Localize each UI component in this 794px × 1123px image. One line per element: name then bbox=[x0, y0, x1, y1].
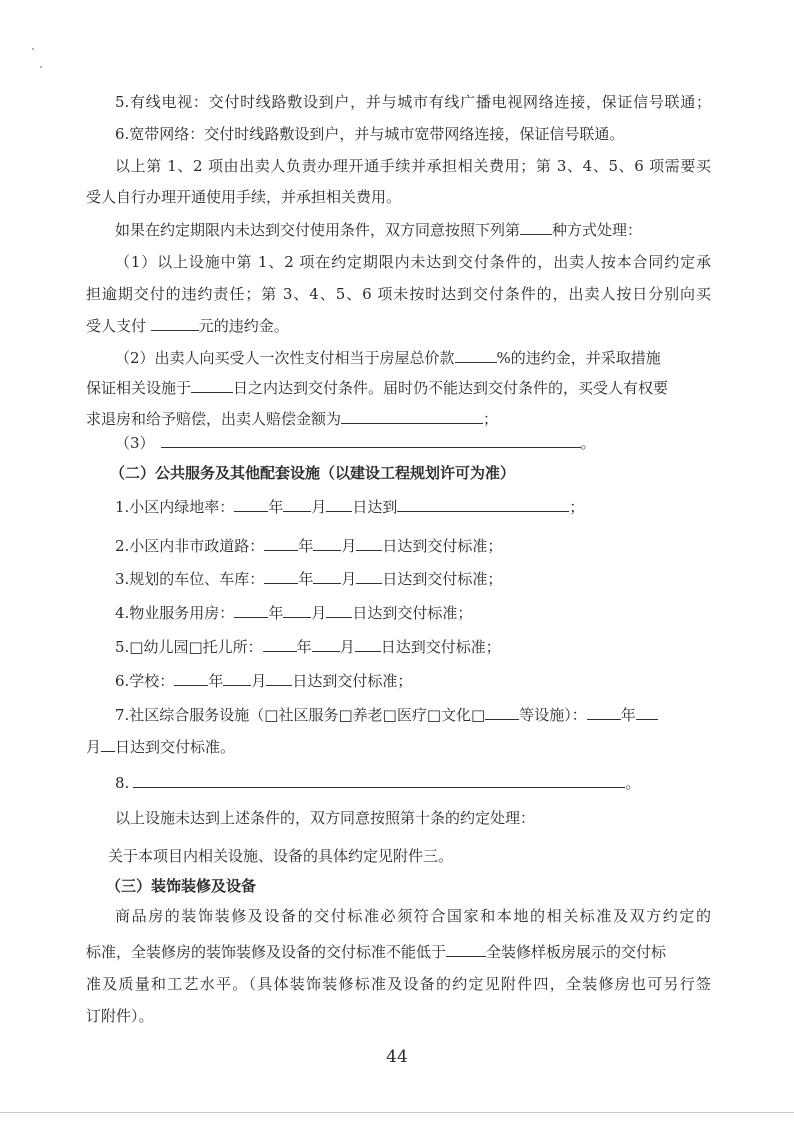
text: ； bbox=[483, 410, 499, 428]
text: 日达到交付标准； bbox=[380, 638, 501, 656]
label: 8. bbox=[115, 774, 130, 792]
item-cable-tv: 5.有线电视：交付时线路敷设到户，并与城市有线广播电视网络连接，保证信号联通； bbox=[115, 93, 711, 111]
text: （3） bbox=[115, 434, 155, 452]
option-choice bbox=[115, 219, 642, 239]
text: 年 bbox=[620, 706, 636, 724]
day-blank[interactable] bbox=[356, 535, 382, 551]
text: 年 bbox=[296, 638, 312, 656]
year-blank[interactable] bbox=[264, 568, 298, 584]
day-blank[interactable] bbox=[266, 670, 292, 686]
text: 日达到交付标准； bbox=[382, 570, 503, 588]
year-blank[interactable] bbox=[587, 704, 621, 720]
month-blank[interactable] bbox=[313, 568, 341, 584]
label: 3.规划的车位、车库： bbox=[115, 570, 265, 588]
annex-reference: 关于本项目内相关设施、设备的具体约定见附件三。 bbox=[108, 847, 454, 865]
sample-house-blank[interactable] bbox=[446, 941, 486, 957]
text: 元的违约金。 bbox=[198, 317, 289, 335]
other-facility-blank[interactable] bbox=[485, 704, 519, 720]
closing-clause: 以上设施未达到上述条件的，双方同意按照第十条的约定处理： bbox=[115, 809, 536, 827]
option1-line-3 bbox=[86, 315, 289, 335]
label: 7.社区综合服务设施（□社区服务□养老□医疗□文化□ bbox=[115, 706, 486, 724]
option3-blank[interactable] bbox=[161, 432, 581, 448]
option2-line-2 bbox=[86, 377, 668, 397]
text: 日之内达到交付条件。届时仍不能达到交付条件的，买受人有权要 bbox=[233, 379, 669, 397]
days-blank[interactable] bbox=[191, 377, 233, 393]
text: 月 bbox=[86, 738, 102, 756]
text: 日达到交付标准； bbox=[352, 604, 473, 622]
text: 等设施）： bbox=[519, 706, 587, 724]
penalty-percent-blank[interactable] bbox=[455, 347, 497, 363]
text: 。 bbox=[580, 434, 596, 452]
month-blank[interactable] bbox=[223, 670, 251, 686]
text: 月 bbox=[341, 570, 357, 588]
label: 5.□幼儿园□托儿所： bbox=[115, 638, 263, 656]
item-broadband: 6.宽带网络：交付时线路敷设到户，并与城市宽带网络连接，保证信号联通。 bbox=[115, 125, 625, 143]
facility-community-line-1 bbox=[115, 704, 658, 724]
text: %的违约金，并采取措施 bbox=[496, 349, 661, 367]
text: 受人支付 bbox=[86, 317, 147, 335]
year-blank[interactable] bbox=[234, 602, 268, 618]
option1-line-1: （1）以上设施中第 1、2 项在约定期限内未达到交付条件的，出卖人按本合同约定承 bbox=[115, 253, 711, 271]
facility-green-rate bbox=[115, 496, 584, 516]
scan-edge-line bbox=[0, 1112, 794, 1113]
scan-speck bbox=[40, 66, 42, 68]
year-blank[interactable] bbox=[263, 636, 297, 652]
month-blank[interactable] bbox=[312, 636, 340, 652]
fees-line-1: 以上第 1、2 项由出卖人负责办理开通手续并承担相关费用；第 3、4、5、6 项需要买 bbox=[115, 157, 711, 175]
facility-parking bbox=[115, 568, 502, 588]
text: 年 bbox=[298, 570, 314, 588]
option-number-blank[interactable] bbox=[520, 219, 552, 235]
month-blank[interactable] bbox=[313, 535, 341, 551]
text: 日达到交付标准。 bbox=[115, 738, 236, 756]
facility-kindergarten bbox=[115, 636, 501, 656]
text: 种方式处理： bbox=[552, 221, 643, 239]
month-blank[interactable] bbox=[283, 602, 311, 618]
text: 月 bbox=[311, 498, 327, 516]
decoration-line-4: 订附件）。 bbox=[86, 1007, 154, 1025]
other-facility-blank[interactable] bbox=[133, 772, 625, 788]
text: 日达到交付标准； bbox=[292, 672, 413, 690]
text: 年 bbox=[298, 537, 314, 555]
option2-line-1 bbox=[115, 347, 661, 367]
text: 求退房和给予赔偿，出卖人赔偿金额为 bbox=[86, 410, 342, 428]
text: 日达到交付标准； bbox=[382, 537, 503, 555]
day-blank[interactable] bbox=[326, 496, 352, 512]
text: 标准，全装修房的装饰装修及设备的交付标准不能低于 bbox=[86, 943, 447, 961]
year-blank[interactable] bbox=[264, 535, 298, 551]
section3-heading: （三）装饰装修及设备 bbox=[106, 877, 257, 895]
text: 。 bbox=[625, 774, 641, 792]
year-blank[interactable] bbox=[234, 496, 268, 512]
facility-roads bbox=[115, 535, 502, 555]
option2-line-3 bbox=[86, 408, 498, 428]
year-blank[interactable] bbox=[174, 670, 208, 686]
day-blank[interactable] bbox=[326, 602, 352, 618]
text: 年 bbox=[268, 604, 284, 622]
decoration-line-3: 准及质量和工艺水平。（具体装饰装修标准及设备的约定见附件四，全装修房也可另行签 bbox=[86, 975, 711, 993]
decoration-line-1: 商品房的装饰装修及设备的交付标准必须符合国家和本地的相关标准及双方约定的 bbox=[115, 907, 711, 925]
option1-line-2: 担逾期交付的违约责任；第 3、4、5、6 项未按时达到交付条件的，出卖人按日分别向买 bbox=[86, 285, 711, 303]
label: 6.学校： bbox=[115, 672, 175, 690]
month-blank[interactable] bbox=[283, 496, 311, 512]
daily-penalty-blank[interactable] bbox=[151, 315, 199, 331]
text: 保证相关设施于 bbox=[86, 379, 192, 397]
label: 1.小区内绿地率： bbox=[115, 498, 235, 516]
label: 4.物业服务用房： bbox=[115, 604, 235, 622]
text: 月 bbox=[251, 672, 267, 690]
text: 月 bbox=[311, 604, 327, 622]
day-blank[interactable] bbox=[356, 568, 382, 584]
facility-school bbox=[115, 670, 412, 690]
text: 月 bbox=[341, 537, 357, 555]
label: 2.小区内非市政道路： bbox=[115, 537, 265, 555]
green-rate-blank[interactable] bbox=[397, 496, 569, 512]
month-blank[interactable] bbox=[636, 704, 658, 720]
option3 bbox=[115, 432, 596, 452]
text: （2）出卖人向买受人一次性支付相当于房屋总价款 bbox=[115, 349, 455, 367]
text: 年 bbox=[208, 672, 224, 690]
facility-property-service bbox=[115, 602, 472, 622]
text: 月 bbox=[339, 638, 355, 656]
text: ； bbox=[569, 498, 585, 516]
section2-heading: （二）公共服务及其他配套设施（以建设工程规划许可为准） bbox=[110, 464, 516, 482]
day-blank[interactable] bbox=[355, 636, 381, 652]
facility-community-line-2 bbox=[86, 736, 235, 756]
compensation-blank[interactable] bbox=[341, 408, 483, 424]
scan-speck bbox=[32, 48, 34, 50]
fees-line-2: 受人自行办理开通使用手续，并承担相关费用。 bbox=[86, 188, 402, 206]
text: 全装修样板房展示的交付标 bbox=[486, 943, 667, 961]
page-number: 44 bbox=[386, 1047, 408, 1067]
text: 如果在约定期限内未达到交付使用条件，双方同意按照下列第 bbox=[115, 221, 521, 239]
text: 日达到 bbox=[352, 498, 398, 516]
facility-other bbox=[115, 772, 640, 792]
text: 年 bbox=[268, 498, 284, 516]
day-blank[interactable] bbox=[101, 736, 115, 752]
decoration-line-2 bbox=[86, 941, 666, 961]
